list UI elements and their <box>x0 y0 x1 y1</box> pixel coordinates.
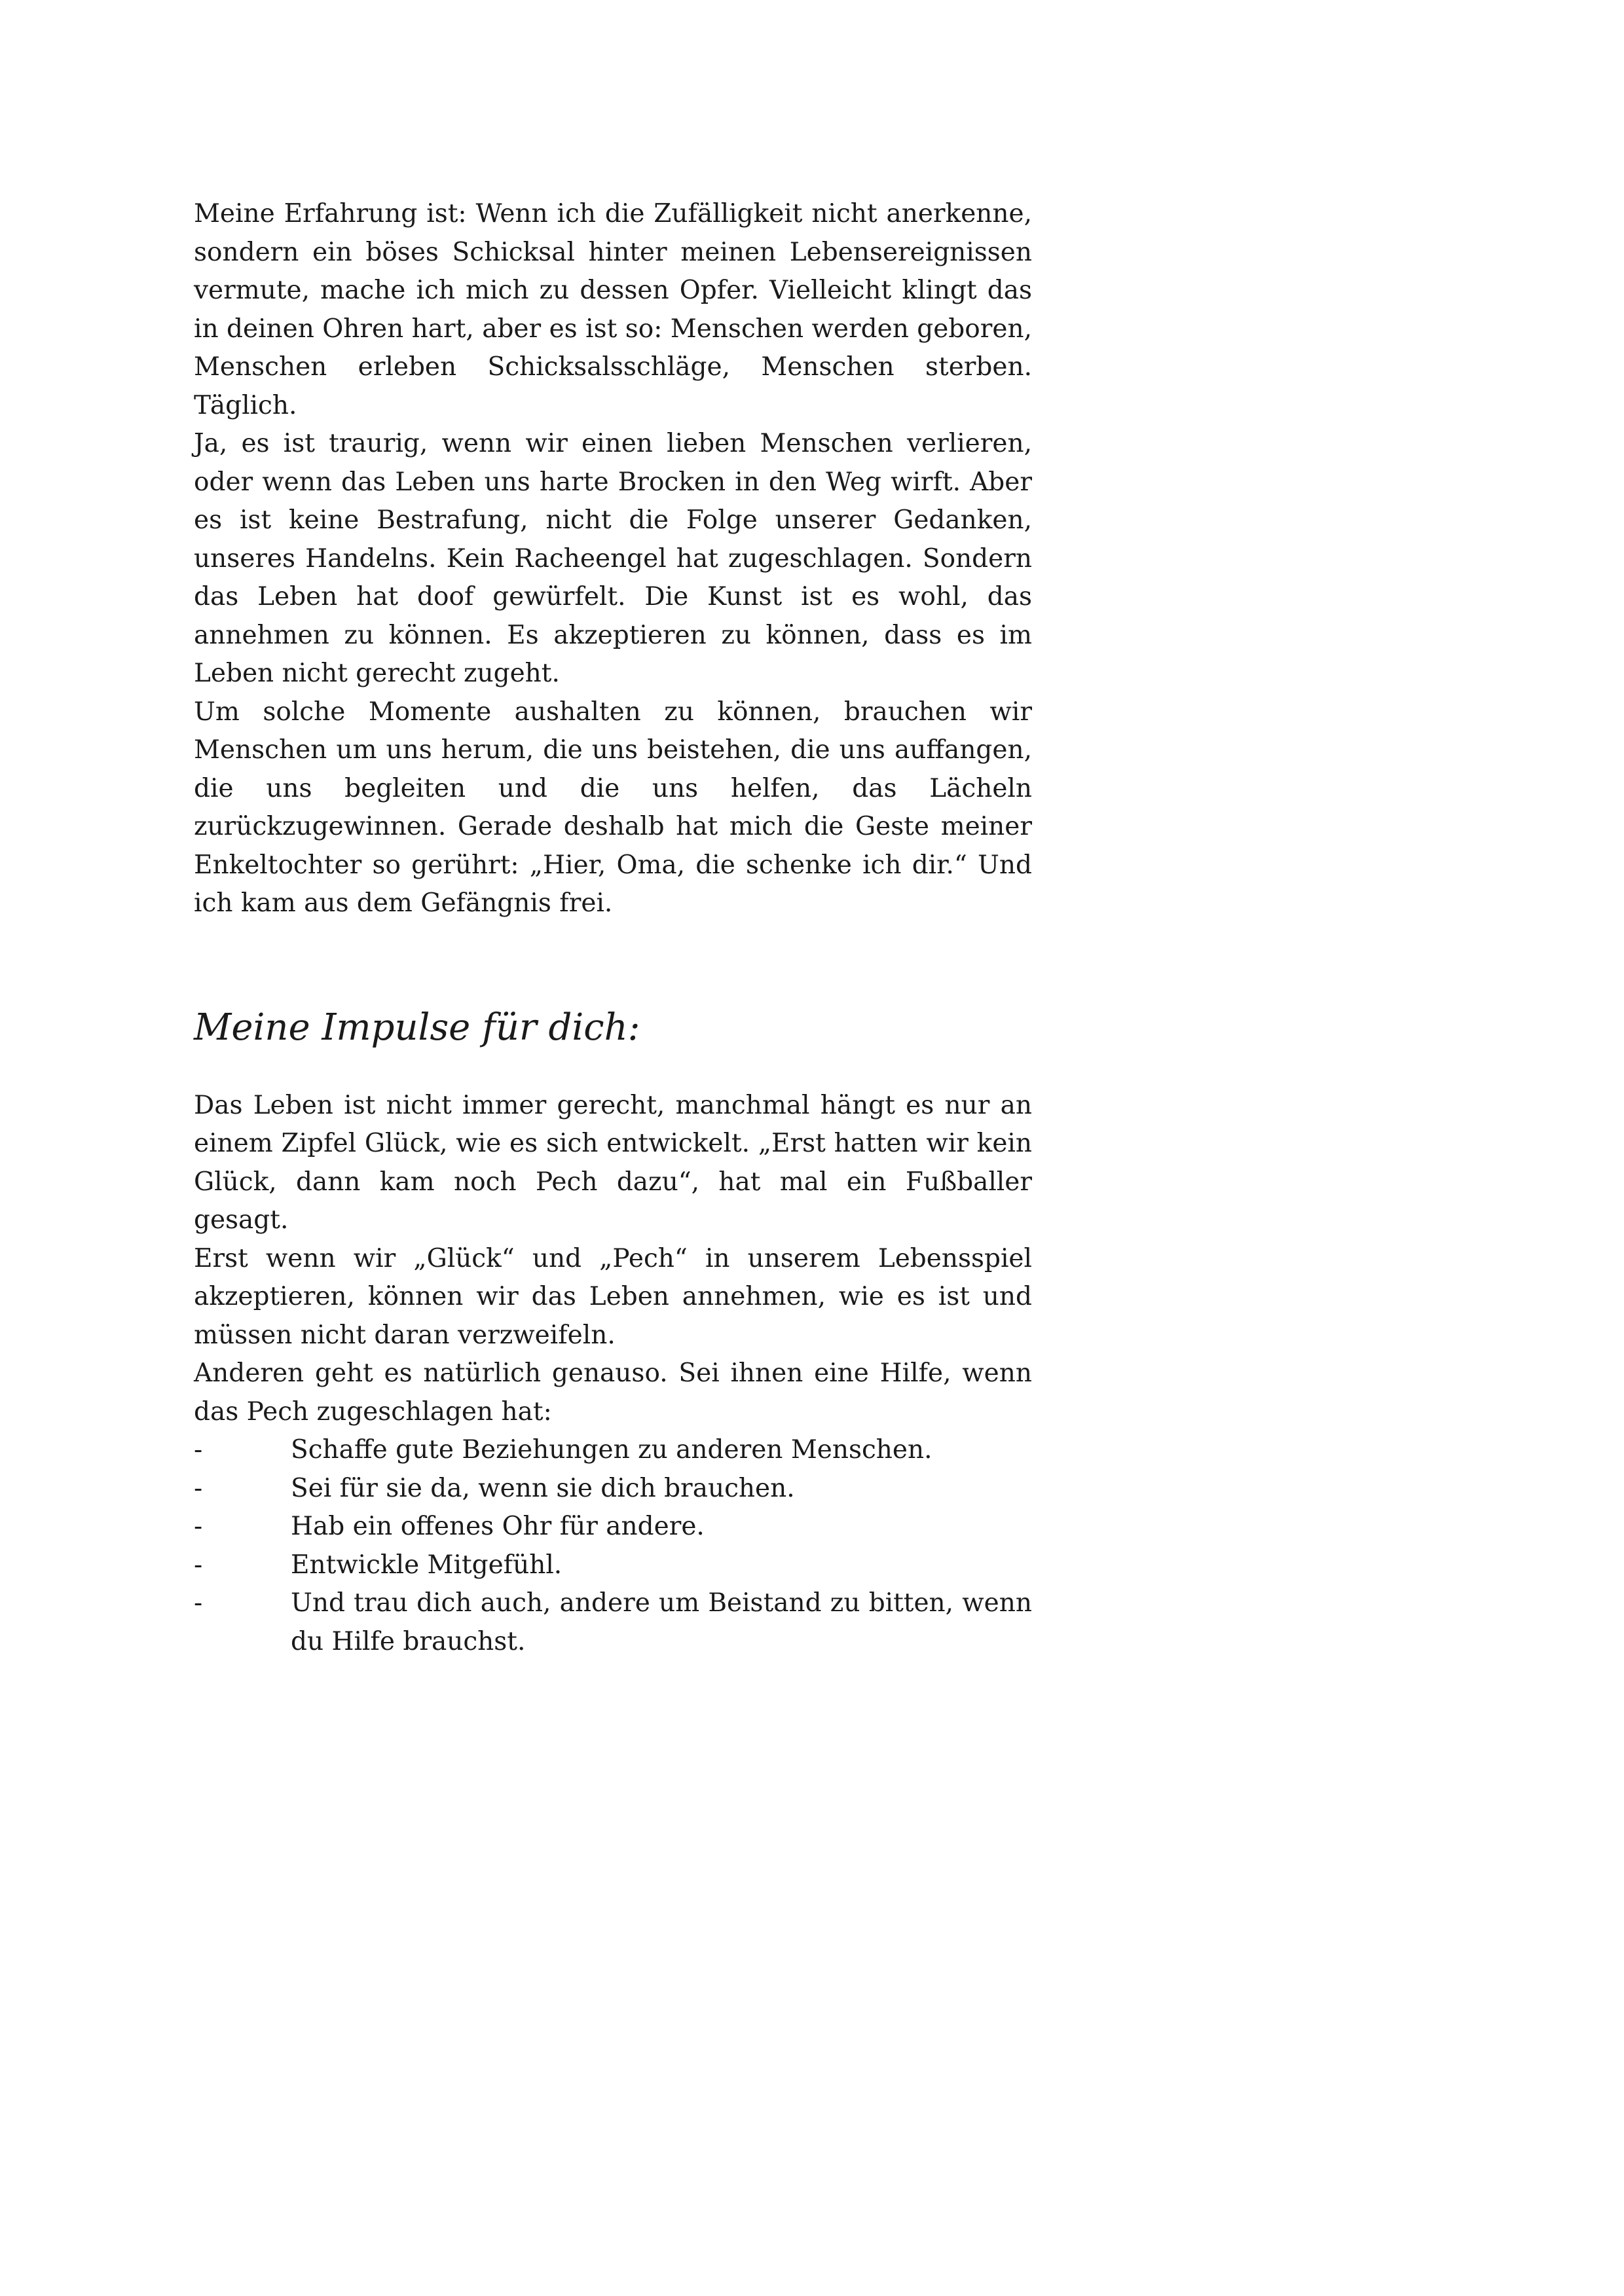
section-reflection <box>194 195 1032 923</box>
document-page <box>194 195 1032 1661</box>
list-item-text: Und trau dich auch, andere um Beistand zu bitten, wenn du Hilfe brauchst. <box>291 1588 1032 1656</box>
list-item-text: Entwickle Mitgefühl. <box>291 1550 563 1580</box>
list-item <box>194 1584 1032 1661</box>
paragraph-luck-and-bad-luck: Erst wenn wir „Glück“ und „Pech“ in unserem Lebensspiel akzeptieren, können wir das Leben annehmen, wie es ist und müssen nicht daran verzweifeln. <box>194 1243 1032 1350</box>
list-dash: - <box>194 1435 203 1465</box>
paragraph-sadness: Ja, es ist traurig, wenn wir einen lieben Menschen verlieren, oder wenn das Leben uns harte Brocken in den Weg wirft. Aber es ist keine Bestrafung, nicht die Folge unserer Gedanken, unseres Handelns. Kein Racheengel hat zugeschlagen. Sondern das Leben hat doof gewürfelt. Die Kunst ist es wohl, das annehmen zu können. Es akzeptieren zu können, dass es im Leben nicht gerecht zugeht. <box>194 429 1032 688</box>
list-item-text: Sei für sie da, wenn sie dich brauchen. <box>291 1473 795 1503</box>
list-dash: - <box>194 1550 203 1580</box>
paragraph-support: Um solche Momente aushalten zu können, brauchen wir Menschen um uns herum, die uns beistehen, die uns auffangen, die uns begleiten und die uns helfen, das Lächeln zurückzugewinnen. Gerade deshalb hat mich die Geste meiner Enkeltochter so gerührt: „Hier, Oma, die schenke ich dir.“ Und ich kam aus dem Gefängnis frei. <box>194 697 1032 918</box>
list-dash: - <box>194 1588 203 1618</box>
impulse-list <box>194 1431 1032 1661</box>
section-impulses <box>194 1005 1032 1662</box>
list-item <box>194 1508 1032 1546</box>
list-dash: - <box>194 1473 203 1503</box>
list-item-text: Schaffe gute Beziehungen zu anderen Menschen. <box>291 1435 932 1465</box>
paragraph-help-others: Anderen geht es natürlich genauso. Sei ihnen eine Hilfe, wenn das Pech zugeschlagen hat: <box>194 1358 1032 1427</box>
paragraph-life-fairness: Das Leben ist nicht immer gerecht, manchmal hängt es nur an einem Zipfel Glück, wie es sich entwickelt. „Erst hatten wir kein Glück, dann kam noch Pech dazu“, hat mal ein Fußballer gesagt. <box>194 1090 1032 1235</box>
paragraph-experience: Meine Erfahrung ist: Wenn ich die Zufälligkeit nicht anerkenne, sondern ein böses Schicksal hinter meinen Lebensereignissen vermute, mache ich mich zu dessen Opfer. Vielleicht klingt das in deinen Ohren hart, aber es ist so: Menschen werden geboren, Menschen erleben Schicksalsschläge, Menschen sterben. Täglich. <box>194 199 1032 420</box>
list-item <box>194 1470 1032 1508</box>
list-item <box>194 1546 1032 1585</box>
section-heading: Meine Impulse für dich: <box>194 1006 640 1049</box>
list-item-text: Hab ein offenes Ohr für andere. <box>291 1512 705 1541</box>
list-dash: - <box>194 1512 203 1541</box>
list-item <box>194 1431 1032 1470</box>
